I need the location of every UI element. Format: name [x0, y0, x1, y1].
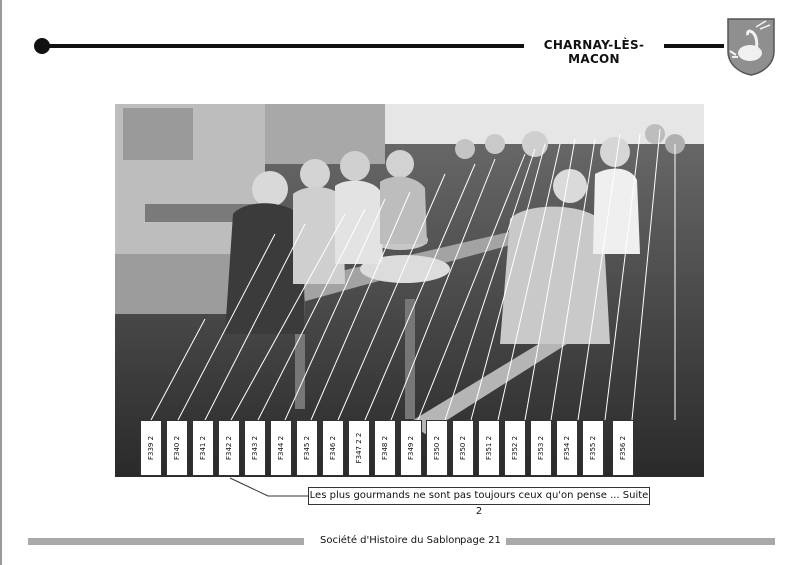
page-title: CHARNAY-LÈS-MACON — [543, 38, 645, 66]
footer-bar-right — [506, 538, 775, 545]
photo-tag: F342 2 — [218, 420, 240, 476]
photo-caption: Les plus gourmands ne sont pas toujours ceux qu'on pense ... Suite 2 — [308, 487, 650, 505]
photo-tag: F351 2 — [478, 420, 500, 476]
photo-tag: F348 2 — [374, 420, 396, 476]
footer-society: Société d'Histoire du Sablon — [320, 535, 461, 546]
footer-bar-left — [28, 538, 304, 545]
photo-tag: F340 2 — [166, 420, 188, 476]
photo-tag: F345 2 — [296, 420, 318, 476]
photo-tag: F355 2 — [582, 420, 604, 476]
photo-tag: F346 2 — [322, 420, 344, 476]
page-number: page 21 — [460, 535, 501, 546]
coat-of-arms-icon — [726, 17, 776, 77]
caption-pointer — [228, 476, 310, 500]
photo-tag: F350 2 — [426, 420, 448, 476]
header-rule-left — [48, 44, 524, 48]
photo-tag: F356 2 — [612, 420, 634, 476]
header-rule-right — [664, 44, 724, 48]
photo-tag: F347 2 2 — [348, 420, 370, 476]
photo-tag: F350 2 — [452, 420, 474, 476]
photo-tag: F343 2 — [244, 420, 266, 476]
photo-tag: F352 2 — [504, 420, 526, 476]
photo-tag: F339 2 — [140, 420, 162, 476]
photo-tag: F354 2 — [556, 420, 578, 476]
photo-tag: F341 2 — [192, 420, 214, 476]
photo-tag: F353 2 — [530, 420, 552, 476]
photo-tag: F349 2 — [400, 420, 422, 476]
photo-tag: F344 2 — [270, 420, 292, 476]
page-edge — [0, 0, 2, 565]
